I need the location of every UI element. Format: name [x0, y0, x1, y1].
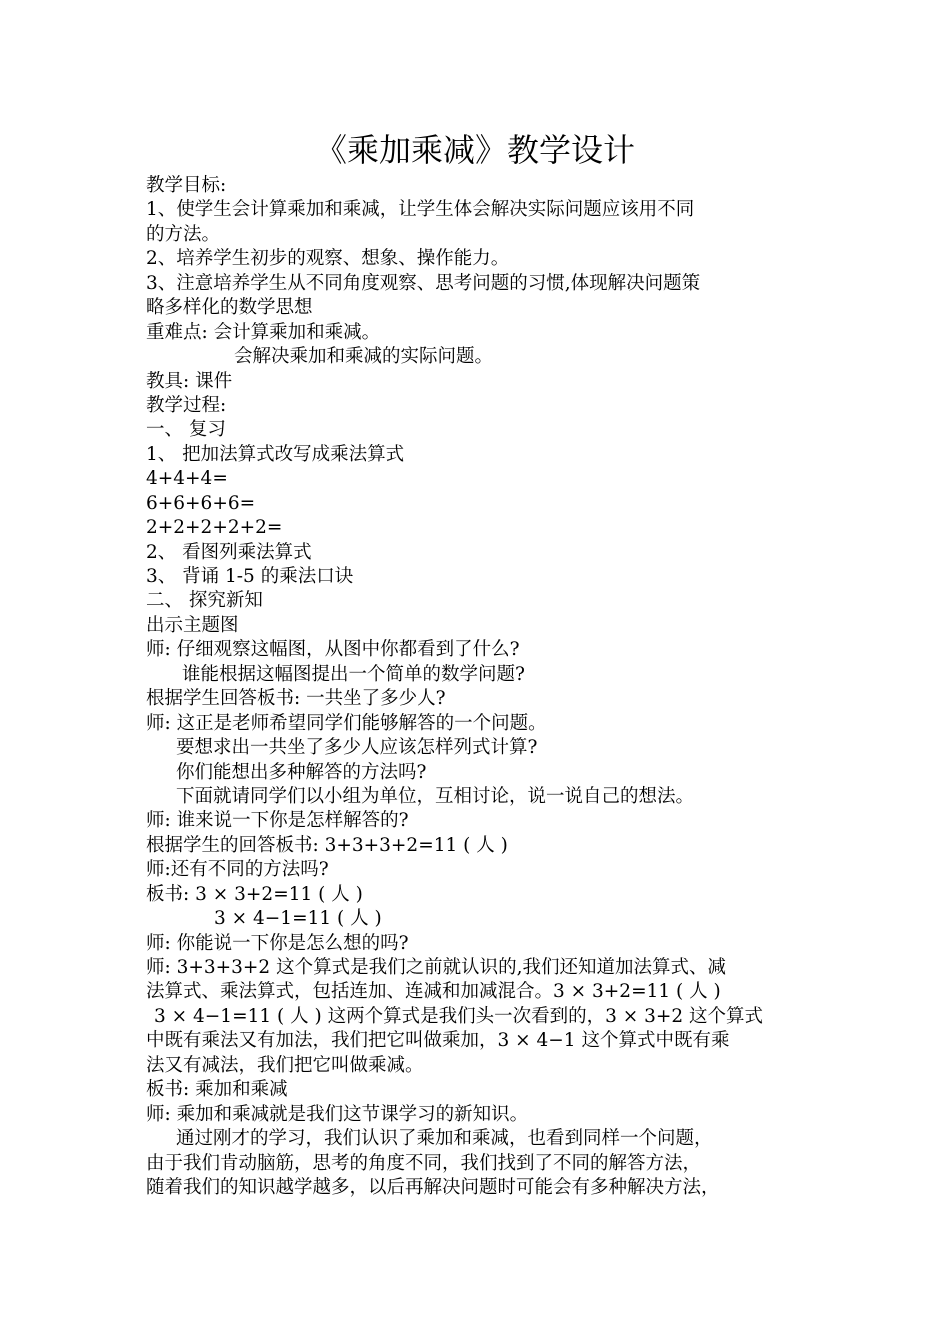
text-line: 板书: 乘加和乘减 — [146, 1079, 288, 1101]
text-line: 法又有减法，我们把它叫做乘减。 — [146, 1054, 424, 1076]
text-line: 2、培养学生初步的观察、想象、操作能力。 — [146, 248, 510, 270]
text-line: 由于我们肯动脑筋，思考的角度不同，我们找到了不同的解答方法， — [146, 1152, 702, 1174]
document-body — [146, 174, 816, 1200]
text-line: 3、 背诵 1-5 的乘法口诀 — [146, 566, 354, 587]
text-line: 2、 看图列乘法算式 — [146, 541, 312, 563]
text-line: 重难点: 会计算乘加和乘减。 — [146, 321, 381, 343]
text-line: 一、 复习 — [146, 419, 226, 441]
text-line: 通过刚才的学习，我们认识了乘加和乘减，也看到同样一个问题， — [176, 1128, 713, 1150]
text-line: 1、使学生会计算乘加和乘减，让学生体会解决实际问题应该用不同 — [146, 199, 695, 221]
text-line: 师: 你能说一下你是怎么想的吗? — [146, 932, 409, 954]
text-line: 师: 3+3+3+2 这个算式是我们之前就认识的,我们还知道加法算式、减 — [146, 957, 726, 978]
text-line: 2+2+2+2+2= — [146, 517, 283, 539]
text-line: 二、 探究新知 — [146, 590, 263, 612]
text-line: 教学目标: — [146, 175, 227, 196]
text-line: 法算式、乘法算式，包括连加、连减和加减混合。3 × 3+2=11 ( 人 ) — [146, 981, 721, 1003]
text-line: 根据学生回答板书: 一共坐了多少人? — [146, 688, 446, 710]
text-line: 你们能想出多种解答的方法吗? — [176, 761, 427, 783]
text-line: 中既有乘法又有加法，我们把它叫做乘加，3 × 4−1 这个算式中既有乘 — [146, 1030, 730, 1052]
text-line: 要想求出一共坐了多少人应该怎样列式计算? — [176, 737, 538, 759]
text-line: 下面就请同学们以小组为单位，互相讨论，说一说自己的想法。 — [176, 785, 695, 807]
text-line: 谁能根据这幅图提出一个简单的数学问题? — [182, 663, 525, 685]
text-line: 教学过程: — [146, 394, 227, 416]
text-line: 会解决乘加和乘减的实际问题。 — [234, 346, 494, 368]
text-line: 略多样化的数学思想 — [146, 297, 313, 319]
text-line: 3 × 4−1=11 ( 人 ) — [214, 908, 382, 930]
text-line: 师: 这正是老师希望同学们能够解答的一个问题。 — [146, 712, 547, 734]
text-line: 根据学生的回答板书: 3+3+3+2=11 ( 人 ) — [146, 834, 508, 856]
document-title: 《乘加乘减》教学设计 — [314, 131, 635, 169]
text-line: 出示主题图 — [146, 614, 239, 636]
text-line: 板书: 3 × 3+2=11 ( 人 ) — [146, 883, 363, 905]
text-line: 6+6+6+6= — [146, 492, 256, 514]
text-line: 师:还有不同的方法吗? — [146, 859, 329, 881]
text-line: 师: 谁来说一下你是怎样解答的? — [146, 810, 409, 832]
text-line: 师: 仔细观察这幅图，从图中你都看到了什么? — [146, 639, 520, 661]
text-line: 的方法。 — [146, 223, 221, 245]
text-line: 3、注意培养学生从不同角度观察、思考问题的习惯,体现解决问题策 — [146, 272, 701, 294]
text-line: 师: 乘加和乘减就是我们这节课学习的新知识。 — [146, 1103, 529, 1125]
text-line: 3 × 4−1=11 ( 人 ) 这两个算式是我们头一次看到的，3 × 3+2 这个算式 — [154, 1005, 764, 1027]
text-line: 1、 把加法算式改写成乘法算式 — [146, 443, 405, 465]
text-line: 教具: 课件 — [146, 370, 233, 392]
text-line: 随着我们的知识越学越多，以后再解决问题时可能会有多种解决方法， — [146, 1176, 720, 1198]
text-line: 4+4+4= — [146, 468, 228, 490]
